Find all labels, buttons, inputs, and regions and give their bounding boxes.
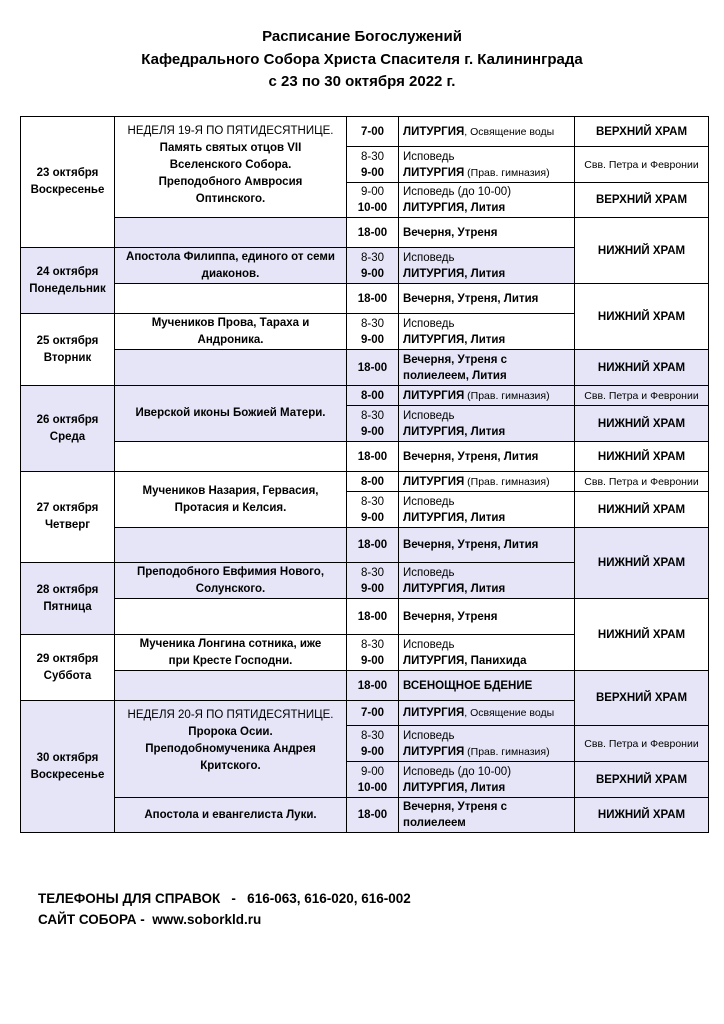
place-name: НИЖНИЙ ХРАМ <box>597 310 686 323</box>
place-name: НИЖНИЙ ХРАМ <box>597 417 686 430</box>
service-vespers: Вечерня, Утреня <box>403 610 498 623</box>
service-vespers: полиелеем <box>403 817 466 829</box>
feast-line: при Кресте Господни. <box>168 654 293 667</box>
time: 10-00 <box>357 202 388 214</box>
service-liturgy: ЛИТУРГИЯ <box>403 125 465 138</box>
service-note: , Лития <box>464 202 506 214</box>
time-cell <box>347 442 399 472</box>
feast-line: Пророка Осии. <box>188 726 273 738</box>
time-cell <box>347 284 399 314</box>
service-vespers: Вечерня, Утреня с <box>403 801 508 813</box>
feast-title: НЕДЕЛЯ 19-Я ПО ПЯТИДЕСЯТНИЦЕ. <box>127 125 334 137</box>
service-cell <box>399 406 575 442</box>
service-cell <box>399 701 575 726</box>
feast-title: НЕДЕЛЯ 20-Я ПО ПЯТИДЕСЯТНИЦЕ. <box>127 709 334 721</box>
service-confession: Исповедь <box>403 729 455 742</box>
time: 18-00 <box>357 226 388 239</box>
time-cell <box>347 762 399 798</box>
time-cell <box>347 798 399 833</box>
service-cell <box>399 442 575 472</box>
service-liturgy: ЛИТУРГИЯ <box>403 202 465 214</box>
place-name: Свв. Петра и Февронии <box>584 475 699 488</box>
table-row <box>21 386 709 406</box>
time: 18-00 <box>357 610 388 623</box>
table-row <box>21 218 709 248</box>
day-date: 24 октября <box>36 265 99 278</box>
time: 8-30 <box>360 729 385 742</box>
day-date: 26 октября <box>36 413 99 426</box>
footer-site: САЙТ СОБОРА - www.soborkld.ru <box>38 912 262 927</box>
feast-cell-empty <box>115 218 347 248</box>
time: 9-00 <box>360 765 385 778</box>
feast-line: Оптинского. <box>195 193 266 205</box>
title-line-1: Расписание Богослужений <box>262 28 462 45</box>
feast-cell <box>115 248 347 284</box>
service-cell <box>399 248 575 284</box>
service-note: (Прав. гимназия) <box>464 389 550 402</box>
time-cell <box>347 528 399 563</box>
place-cell <box>575 284 709 350</box>
day-weekday: Суббота <box>43 669 92 682</box>
footer-phones: ТЕЛЕФОНЫ ДЛЯ СПРАВОК - 616-063, 616-020, 616-002 <box>38 891 411 906</box>
time: 18-00 <box>357 809 388 821</box>
day-cell <box>21 472 115 563</box>
service-note: (Прав. гимназия) <box>464 166 550 179</box>
time: 18-00 <box>357 292 388 305</box>
feast-line: Мученика Лонгина сотника, иже <box>139 637 322 650</box>
service-cell <box>399 635 575 671</box>
place-name: НИЖНИЙ ХРАМ <box>597 361 686 374</box>
feast-cell-empty <box>115 671 347 701</box>
service-cell <box>399 472 575 492</box>
service-liturgy: ЛИТУРГИЯ <box>403 745 465 758</box>
feast-line: Иверской иконы Божией Матери. <box>135 407 326 419</box>
feast-cell <box>115 701 347 798</box>
day-weekday: Воскресенье <box>30 184 105 196</box>
service-cell <box>399 147 575 183</box>
service-cell <box>399 183 575 218</box>
feast-cell <box>115 386 347 442</box>
day-cell <box>21 314 115 386</box>
table-row <box>21 798 709 833</box>
day-cell <box>21 635 115 701</box>
time: 8-30 <box>360 409 385 422</box>
service-confession: Исповедь (до 10-00) <box>403 186 512 198</box>
feast-line: Апостола и евангелиста Луки. <box>144 808 317 821</box>
service-cell <box>399 671 575 701</box>
time-cell <box>347 386 399 406</box>
time-cell <box>347 472 399 492</box>
service-vespers: Вечерня, Утреня <box>403 226 498 239</box>
feast-line: Мучеников Назария, Гервасия, <box>142 484 319 497</box>
place-cell <box>575 406 709 442</box>
service-confession: Исповедь (до 10-00) <box>403 765 512 778</box>
service-liturgy: ЛИТУРГИЯ <box>403 654 465 667</box>
feast-line: Преподобного Евфимия Нового, <box>136 565 325 578</box>
time: 9-00 <box>360 654 385 667</box>
time-cell <box>347 147 399 183</box>
time-cell <box>347 183 399 218</box>
service-liturgy: ЛИТУРГИЯ <box>403 781 465 794</box>
feast-line: диаконов. <box>201 267 260 280</box>
time-cell <box>347 117 399 147</box>
feast-line: Протасия и Келсия. <box>174 501 287 514</box>
time: 18-00 <box>357 679 388 692</box>
time: 18-00 <box>357 539 388 551</box>
place-cell <box>575 726 709 762</box>
place-name: НИЖНИЙ ХРАМ <box>597 628 686 641</box>
time: 18-00 <box>357 361 388 374</box>
day-weekday: Пятница <box>43 600 92 613</box>
place-name: НИЖНИЙ ХРАМ <box>597 503 686 516</box>
time-cell <box>347 248 399 284</box>
service-note: , Лития <box>464 333 506 346</box>
place-name: ВЕРХНИЙ ХРАМ <box>595 194 688 206</box>
service-confession: Исповедь <box>403 566 455 579</box>
feast-cell <box>115 472 347 528</box>
time: 9-00 <box>360 511 385 524</box>
service-cell <box>399 492 575 528</box>
place-name: Свв. Петра и Февронии <box>584 158 699 171</box>
time: 8-30 <box>360 317 385 330</box>
feast-cell-empty <box>115 528 347 563</box>
day-weekday: Понедельник <box>29 282 106 295</box>
place-cell <box>575 183 709 218</box>
time-cell <box>347 350 399 386</box>
place-name: ВЕРХНИЙ ХРАМ <box>595 773 688 786</box>
place-cell <box>575 671 709 726</box>
feast-cell-empty <box>115 442 347 472</box>
table-row <box>21 599 709 635</box>
feast-cell-empty <box>115 599 347 635</box>
service-confession: Исповедь <box>403 150 455 163</box>
service-confession: Исповедь <box>403 495 455 508</box>
feast-line: Мучеников Прова, Тараха и <box>151 316 310 329</box>
service-cell <box>399 599 575 635</box>
service-vigil: ВСЕНОЩНОЕ БДЕНИЕ <box>403 679 533 692</box>
service-liturgy: ЛИТУРГИЯ <box>403 389 465 402</box>
time: 8-00 <box>360 389 385 402</box>
service-cell <box>399 762 575 798</box>
day-date: 30 октября <box>36 751 99 764</box>
place-name: НИЖНИЙ ХРАМ <box>597 557 686 569</box>
service-cell <box>399 798 575 833</box>
place-name: НИЖНИЙ ХРАМ <box>597 450 686 463</box>
service-cell <box>399 350 575 386</box>
place-cell <box>575 350 709 386</box>
place-cell <box>575 147 709 183</box>
service-note: , Лития <box>464 781 506 794</box>
place-name: Свв. Петра и Февронии <box>584 737 699 750</box>
service-cell <box>399 528 575 563</box>
time: 8-30 <box>360 638 385 651</box>
day-date: 27 октября <box>36 502 99 514</box>
time-cell <box>347 726 399 762</box>
time-cell <box>347 406 399 442</box>
table-row <box>21 442 709 472</box>
time: 8-00 <box>360 475 385 488</box>
day-weekday: Воскресенье <box>30 768 105 781</box>
service-confession: Исповедь <box>403 409 455 422</box>
feast-cell <box>115 117 347 218</box>
day-date: 29 октября <box>36 652 99 665</box>
place-cell <box>575 442 709 472</box>
feast-cell-empty <box>115 284 347 314</box>
time: 8-30 <box>360 566 385 579</box>
feast-line: Преподобномученика Андрея <box>145 743 316 755</box>
time-cell <box>347 701 399 726</box>
time: 8-30 <box>360 150 385 163</box>
place-cell <box>575 386 709 406</box>
service-note: , Лития <box>464 511 506 524</box>
day-cell <box>21 701 115 833</box>
service-cell <box>399 314 575 350</box>
time-cell <box>347 563 399 599</box>
service-liturgy: ЛИТУРГИЯ <box>403 333 465 346</box>
place-name: ВЕРХНИЙ ХРАМ <box>595 125 688 138</box>
day-cell <box>21 386 115 472</box>
service-confession: Исповедь <box>403 638 455 651</box>
time: 9-00 <box>360 745 385 758</box>
service-liturgy: ЛИТУРГИЯ <box>403 511 465 524</box>
feast-cell-empty <box>115 350 347 386</box>
service-cell <box>399 117 575 147</box>
place-cell <box>575 528 709 599</box>
time: 9-00 <box>360 186 385 198</box>
schedule-table <box>20 116 709 833</box>
feast-line: Апостола Филиппа, единого от семи <box>126 250 335 263</box>
service-vespers: Вечерня, Утреня с <box>403 353 508 366</box>
table-row <box>21 117 709 147</box>
place-name: ВЕРХНИЙ ХРАМ <box>595 692 688 704</box>
service-liturgy: ЛИТУРГИЯ <box>403 707 465 719</box>
day-weekday: Вторник <box>43 351 92 364</box>
feast-cell <box>115 563 347 599</box>
title-line-2: Кафедрального Собора Христа Спасителя г. Калининграда <box>141 50 583 68</box>
service-liturgy: ЛИТУРГИЯ <box>403 267 465 280</box>
feast-cell <box>115 798 347 833</box>
place-cell <box>575 762 709 798</box>
table-row <box>21 671 709 701</box>
day-date: 25 октября <box>36 334 99 347</box>
feast-line: Вселенского Собора. <box>169 159 292 171</box>
feast-line: Память святых отцов VII <box>159 142 302 154</box>
feast-line: Солунского. <box>195 582 266 595</box>
service-vespers: Вечерня, Утреня, Лития <box>403 450 539 463</box>
feast-line: Критского. <box>200 760 261 772</box>
time-cell <box>347 492 399 528</box>
service-cell <box>399 386 575 406</box>
title-line-3: с 23 по 30 октября 2022 г. <box>268 73 456 90</box>
service-note: , Лития <box>464 425 506 438</box>
place-name: Свв. Петра и Февронии <box>584 389 699 402</box>
footer <box>38 888 411 930</box>
time: 9-00 <box>360 425 385 438</box>
day-cell <box>21 248 115 314</box>
service-note: , Лития <box>464 267 506 280</box>
time-cell <box>347 671 399 701</box>
day-date: 23 октября <box>36 167 99 179</box>
document-title <box>0 26 724 94</box>
time: 9-00 <box>360 166 385 179</box>
service-confession: Исповедь <box>403 251 455 264</box>
service-confession: Исповедь <box>403 317 455 330</box>
service-cell <box>399 218 575 248</box>
table-row <box>21 528 709 563</box>
service-liturgy: ЛИТУРГИЯ <box>403 475 465 488</box>
time: 8-30 <box>360 495 385 508</box>
service-note: , Освящение воды <box>464 125 555 138</box>
place-cell <box>575 117 709 147</box>
time-cell <box>347 599 399 635</box>
day-date: 28 октября <box>36 583 99 596</box>
table-row <box>21 472 709 492</box>
place-name: НИЖНИЙ ХРАМ <box>597 244 686 257</box>
day-cell <box>21 117 115 248</box>
service-note: , Панихида <box>464 654 527 667</box>
service-liturgy: ЛИТУРГИЯ <box>403 166 465 179</box>
feast-cell <box>115 635 347 671</box>
place-name: НИЖНИЙ ХРАМ <box>597 809 686 821</box>
service-note: , Освящение воды <box>464 707 555 719</box>
table-row <box>21 284 709 314</box>
day-weekday: Четверг <box>44 519 91 531</box>
service-vespers: Вечерня, Утреня, Лития <box>403 292 539 305</box>
service-note: (Прав. гимназия) <box>464 745 550 758</box>
feast-line: Преподобного Амвросия <box>158 176 303 188</box>
place-cell <box>575 218 709 284</box>
time-cell <box>347 218 399 248</box>
time: 18-00 <box>357 450 388 463</box>
time: 8-30 <box>360 251 385 264</box>
time: 9-00 <box>360 267 385 280</box>
service-vespers: Вечерня, Утреня, Лития <box>403 539 539 551</box>
service-liturgy: ЛИТУРГИЯ <box>403 582 465 595</box>
day-weekday: Среда <box>49 430 86 443</box>
time: 10-00 <box>357 781 388 794</box>
table-row <box>21 350 709 386</box>
service-note: , Лития <box>464 582 506 595</box>
service-cell <box>399 284 575 314</box>
place-cell <box>575 492 709 528</box>
feast-line: Андроника. <box>197 333 264 346</box>
day-cell <box>21 563 115 635</box>
service-cell <box>399 726 575 762</box>
place-cell <box>575 599 709 671</box>
service-cell <box>399 563 575 599</box>
feast-cell <box>115 314 347 350</box>
service-vespers: полиелеем, Лития <box>403 369 507 382</box>
time: 9-00 <box>360 333 385 346</box>
service-note: (Прав. гимназия) <box>464 475 550 488</box>
place-cell <box>575 472 709 492</box>
time-cell <box>347 314 399 350</box>
service-liturgy: ЛИТУРГИЯ <box>403 425 465 438</box>
time-cell <box>347 635 399 671</box>
place-cell <box>575 798 709 833</box>
time: 9-00 <box>360 582 385 595</box>
time: 7-00 <box>360 125 385 138</box>
time: 7-00 <box>360 707 385 719</box>
